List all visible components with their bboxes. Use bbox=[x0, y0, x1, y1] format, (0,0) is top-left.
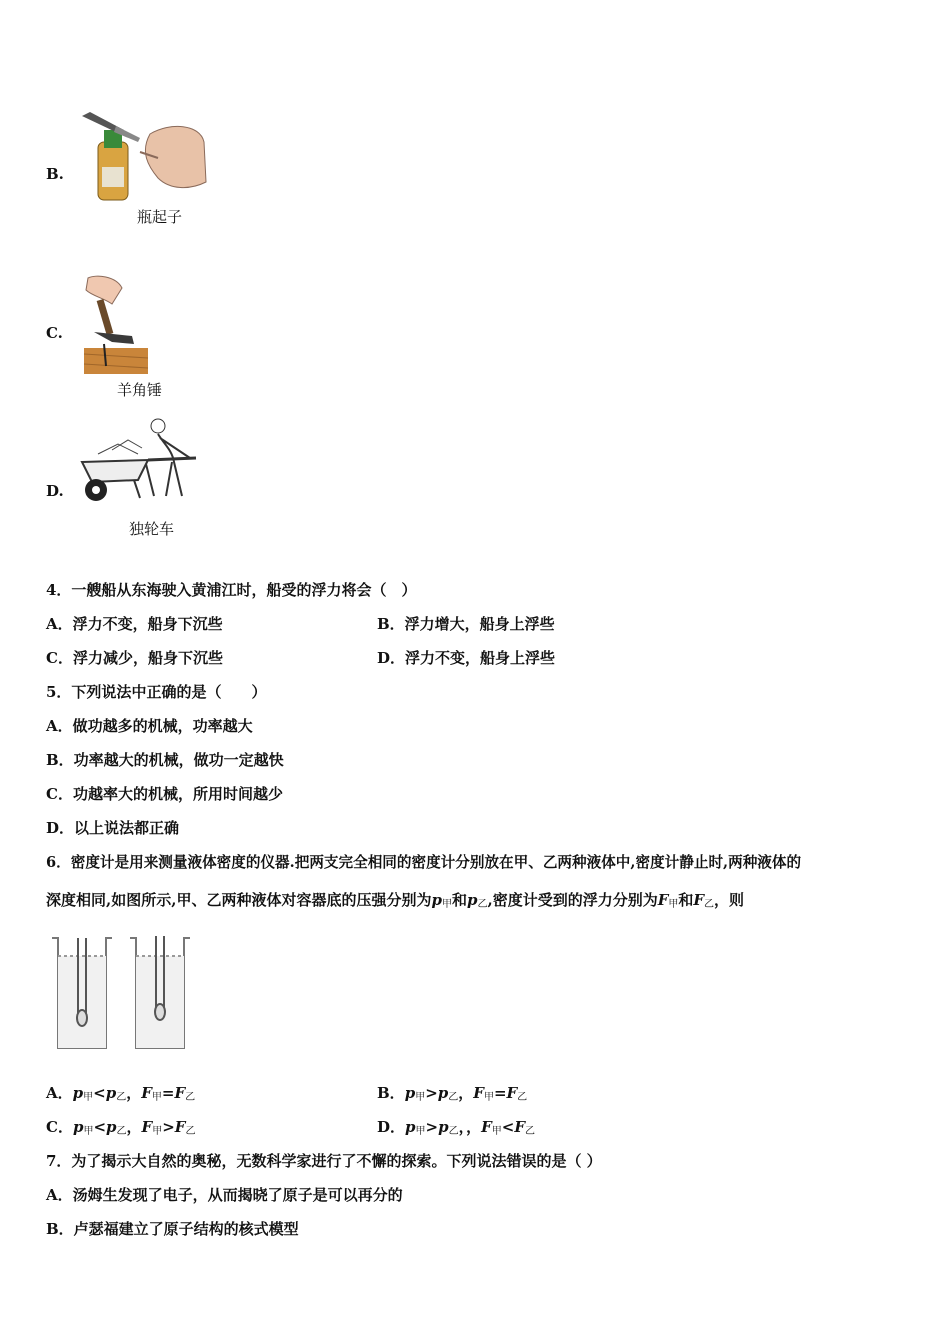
q6-option-c: C．p甲<p乙，F甲>F乙 bbox=[46, 1118, 196, 1137]
q4-option-d: D．浮力不变，船身上浮些 bbox=[377, 649, 556, 667]
q7-option-b: B．卢瑟福建立了原子结构的核式模型 bbox=[46, 1220, 299, 1238]
q4-stem: 4．一艘船从东海驶入黄浦江时，船受的浮力将会（ ） bbox=[46, 581, 417, 599]
density-meter-figure bbox=[48, 932, 194, 1058]
q7-option-a: A．汤姆生发现了电子，从而揭晓了原子是可以再分的 bbox=[46, 1186, 403, 1204]
bottle-opener-icon bbox=[80, 112, 208, 202]
claw-hammer-icon bbox=[82, 274, 152, 376]
q6-option-a: A．p甲<p乙，F甲=F乙 bbox=[46, 1084, 196, 1103]
q7-stem: 7．为了揭示大自然的奥秘，无数科学家进行了不懈的探索。下列说法错误的是（ ） bbox=[46, 1152, 602, 1170]
q4-option-c: C．浮力减少，船身下沉些 bbox=[46, 649, 223, 667]
q5-option-a: A．做功越多的机械，功率越大 bbox=[46, 717, 253, 735]
q5-option-b: B．功率越大的机械，做功一定越快 bbox=[46, 751, 284, 769]
option-letter: C. bbox=[46, 324, 63, 342]
q4-option-a: A．浮力不变，船身下沉些 bbox=[46, 615, 223, 633]
q3-option-d-caption: 独轮车 bbox=[129, 520, 175, 538]
q5-stem: 5．下列说法中正确的是（ ） bbox=[46, 683, 267, 701]
q6-stem-line1: 6．密度计是用来测量液体密度的仪器.把两支完全相同的密度计分别放在甲、乙两种液体中,密度计静止时,两种液体的 bbox=[46, 854, 802, 871]
wheelbarrow-icon bbox=[78, 414, 204, 506]
option-letter: B. bbox=[46, 165, 64, 183]
option-letter: D. bbox=[46, 482, 64, 500]
q4-option-b: B．浮力增大，船身上浮些 bbox=[377, 615, 555, 633]
q5-option-d: D．以上说法都正确 bbox=[46, 819, 180, 837]
q6-option-b: B．p甲>p乙，F甲=F乙 bbox=[377, 1084, 528, 1103]
q3-option-b-caption: 瓶起子 bbox=[137, 208, 183, 226]
container-yi bbox=[130, 936, 190, 1048]
q6-stem-line2: 深度相同,如图所示,甲、乙两种液体对容器底的压强分别为p甲和p乙,密度计受到的浮力分别为F甲和F乙，则 bbox=[46, 891, 745, 910]
container-jia bbox=[52, 938, 112, 1048]
q3-option-c-caption: 羊角锤 bbox=[117, 381, 163, 399]
q5-option-c: C．功越率大的机械，所用时间越少 bbox=[46, 785, 283, 803]
q6-option-d: D．p甲>p乙，，F甲<F乙 bbox=[377, 1118, 535, 1137]
